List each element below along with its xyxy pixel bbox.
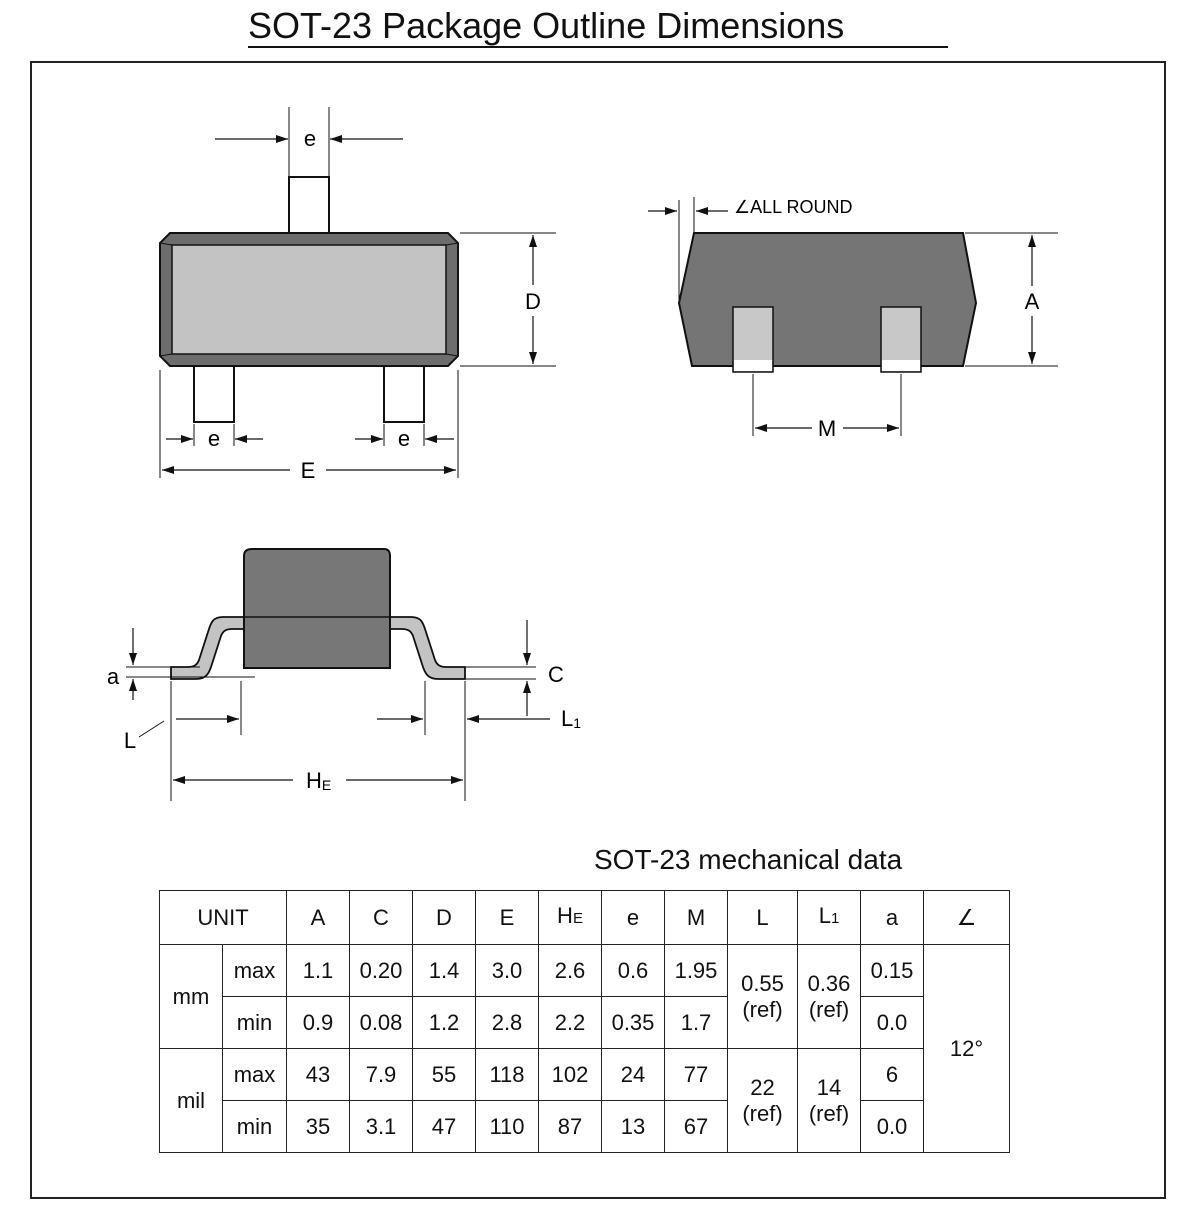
profile-view	[107, 549, 581, 801]
side-body	[679, 233, 976, 366]
header-L: L	[728, 891, 798, 945]
top-lead-left	[194, 366, 234, 422]
row-label: max	[223, 1049, 287, 1101]
cell: 2.2	[539, 997, 602, 1049]
dim-label-L: L	[123, 728, 137, 753]
dim-label-A: A	[1024, 289, 1040, 314]
header-E: E	[476, 891, 539, 945]
side-view	[648, 197, 1058, 441]
cell: 6	[861, 1049, 924, 1101]
table-row	[160, 1049, 1010, 1101]
cell: 0.0	[861, 997, 924, 1049]
profile-lead-right	[390, 617, 465, 679]
dim-label-E: E	[300, 458, 316, 483]
cell: 47	[413, 1101, 476, 1153]
cell: 0.15	[861, 945, 924, 997]
cell-L-mm: 0.55 (ref)	[728, 945, 798, 1049]
cell: 3.0	[476, 945, 539, 997]
cell: 67	[665, 1101, 728, 1153]
cell: 0.9	[287, 997, 350, 1049]
cell: 1.4	[413, 945, 476, 997]
header-angle: ∠	[924, 891, 1010, 945]
header-unit: UNIT	[160, 891, 287, 945]
header-a: a	[861, 891, 924, 945]
cell: 0.35	[602, 997, 665, 1049]
row-label: min	[223, 997, 287, 1049]
mechanical-data-table	[159, 890, 1010, 1153]
table-title: SOT-23 mechanical data	[594, 844, 903, 875]
unit-mm: mm	[160, 945, 223, 1049]
cell: 118	[476, 1049, 539, 1101]
top-lead-right	[384, 366, 424, 422]
header-C: C	[350, 891, 413, 945]
cell: 24	[602, 1049, 665, 1101]
cell: 0.6	[602, 945, 665, 997]
table-row	[160, 997, 1010, 1049]
header-HE: HE	[539, 891, 602, 945]
cell: 2.8	[476, 997, 539, 1049]
cell-L1-mil: 14 (ref)	[798, 1049, 861, 1153]
dim-label-e-left: e	[207, 426, 221, 451]
dim-label-HE: HE	[306, 768, 332, 793]
cell: 7.9	[350, 1049, 413, 1101]
header-L1: L1	[798, 891, 861, 945]
label-all-round: ∠ALL ROUND	[734, 197, 853, 217]
cell: 2.6	[539, 945, 602, 997]
top-body-inner	[172, 245, 446, 354]
cell: 87	[539, 1101, 602, 1153]
row-label: min	[223, 1101, 287, 1153]
cell: 3.1	[350, 1101, 413, 1153]
unit-mil: mil	[160, 1049, 223, 1153]
top-view	[160, 107, 556, 483]
header-e: e	[602, 891, 665, 945]
cell: 13	[602, 1101, 665, 1153]
header-D: D	[413, 891, 476, 945]
dim-label-e-right: e	[397, 426, 411, 451]
cell: 0.20	[350, 945, 413, 997]
dim-label-L1: L1	[561, 706, 582, 731]
table-row	[160, 945, 1010, 997]
cell: 1.95	[665, 945, 728, 997]
cell: 35	[287, 1101, 350, 1153]
cell: 77	[665, 1049, 728, 1101]
dim-label-a: a	[106, 664, 120, 689]
cell: 0.0	[861, 1101, 924, 1153]
top-lead-top	[289, 177, 329, 234]
dim-label-D: D	[525, 289, 541, 314]
dim-label-M: M	[817, 416, 837, 441]
cell: 110	[476, 1101, 539, 1153]
dim-label-C: C	[548, 662, 564, 687]
table-row	[160, 1101, 1010, 1153]
dim-label-e-top: e	[303, 126, 317, 151]
table-header-row	[160, 891, 1010, 945]
row-label: max	[223, 945, 287, 997]
page-title: SOT-23 Package Outline Dimensions	[248, 6, 948, 48]
cell: 1.1	[287, 945, 350, 997]
cell-L1-mm: 0.36 (ref)	[798, 945, 861, 1049]
cell-angle: 12°	[924, 945, 1010, 1153]
header-A: A	[287, 891, 350, 945]
cell: 55	[413, 1049, 476, 1101]
cell: 1.2	[413, 997, 476, 1049]
header-M: M	[665, 891, 728, 945]
profile-body	[244, 549, 390, 668]
cell-L-mil: 22 (ref)	[728, 1049, 798, 1153]
cell: 43	[287, 1049, 350, 1101]
profile-lead-left	[171, 617, 244, 679]
cell: 1.7	[665, 997, 728, 1049]
cell: 0.08	[350, 997, 413, 1049]
cell: 102	[539, 1049, 602, 1101]
